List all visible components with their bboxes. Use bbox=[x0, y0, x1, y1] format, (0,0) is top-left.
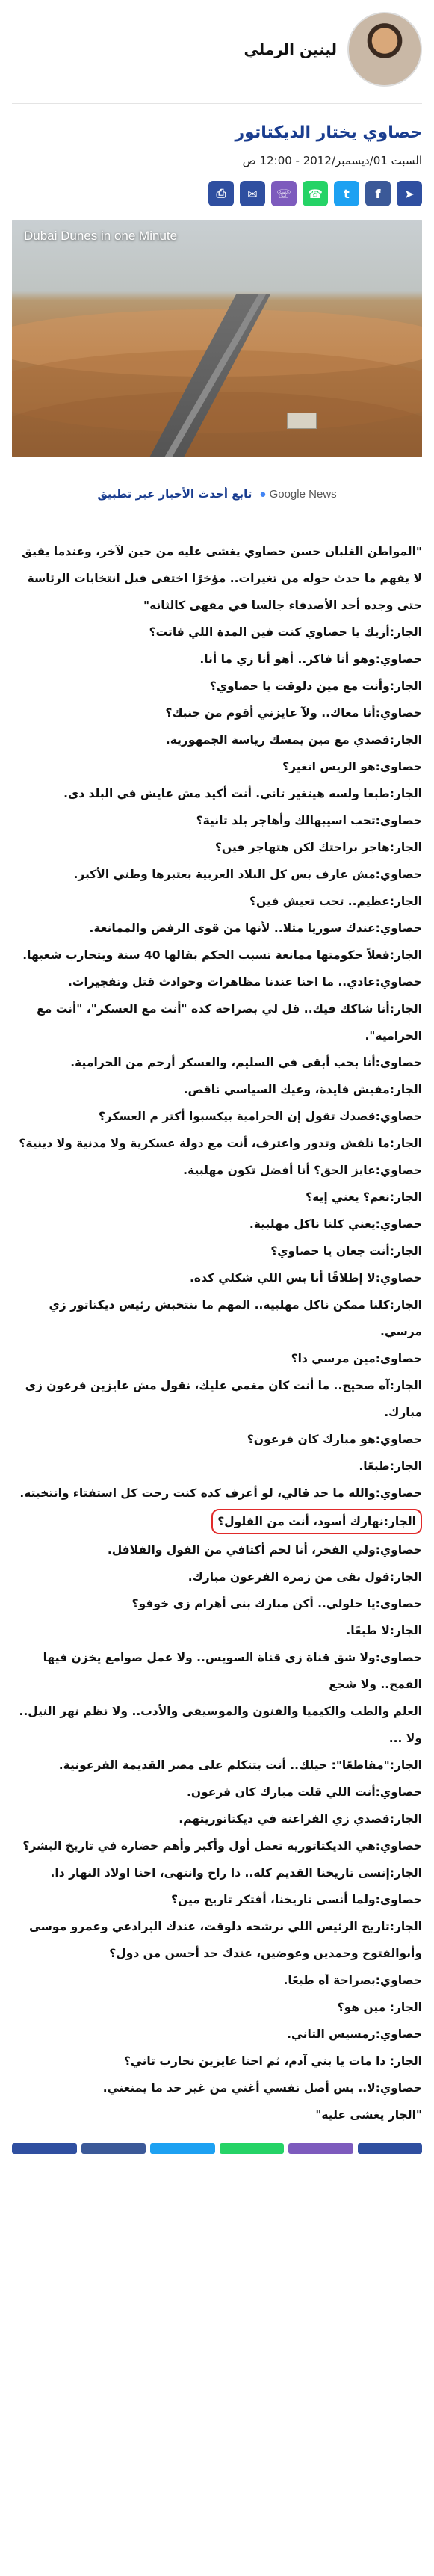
video-caption: Dubai Dunes in one Minute bbox=[24, 229, 178, 243]
article-paragraph: "الجار يغشى عليه" bbox=[315, 2108, 422, 2122]
google-news-logo-mark: ● bbox=[259, 487, 267, 501]
article-paragraph: الجار: دا مات يا بني آدم، ثم احنا عايزين نحارب تاني؟ bbox=[123, 2054, 422, 2068]
article-paragraph: حصاوي:مين مرسي دا؟ bbox=[291, 1352, 422, 1365]
bottom-share-bar bbox=[12, 2143, 422, 2154]
whatsapp-icon[interactable]: ☎ bbox=[303, 181, 328, 206]
article-paragraph: الجار:مفيش فايدة، وعيك السياسي ناقص. bbox=[183, 1083, 422, 1096]
article-paragraph: الجار:نعم؟ يعني إيه؟ bbox=[306, 1190, 422, 1204]
article-paragraph: الجار:هاجر براحتك لكن هتهاجر فين؟ bbox=[214, 841, 422, 854]
video-player[interactable] bbox=[12, 220, 422, 457]
article-paragraph: الجار:فعلاً حكومتها ممانعة تسبب الحكم بقالها 40 سنة وبتحارب شعبها. bbox=[22, 948, 422, 962]
article-paragraph: الجار:كلنا ممكن ناكل مهلبية.. المهم ما ننتخبش رئيس ديكتاتور زي مرسي. bbox=[49, 1298, 422, 1338]
dune-shape bbox=[12, 392, 422, 457]
author-name[interactable]: لينين الرملي bbox=[244, 40, 337, 58]
email-icon[interactable] bbox=[358, 2143, 423, 2154]
google-news-follow[interactable] bbox=[12, 457, 422, 538]
article-paragraph: حصاوي:قصدك تقول إن الحرامية بيكسبوا أكتر م العسكر؟ bbox=[98, 1110, 422, 1123]
whatsapp-icon[interactable] bbox=[220, 2143, 285, 2154]
share-bar bbox=[12, 181, 422, 220]
google-news-logo-text: Google News bbox=[269, 487, 337, 501]
article-paragraph: "المواطن الغلبان حسن حصاوي يغشى عليه من حين لآخر، وعندما يفيق لا يفهم ما حدث حوله من تغيرات.. مؤخرًا اختفى قبل انتخابات الرئاسة حتى وجده أحد الأصدقاء جالسا في مقهى كالثانه" bbox=[22, 545, 422, 612]
article-paragraph: حصاوي:يعني كلنا ناكل مهلبية. bbox=[249, 1217, 422, 1231]
article-paragraph: حصاوي:عايز الحق؟ أنا أفضل تكون مهلبية. bbox=[183, 1164, 422, 1177]
article-paragraph: حصاوي:أنت اللي قلت مبارك كان فرعون. bbox=[186, 1785, 422, 1799]
article-paragraph: الجار:ما تلفش وتدور واعترف، أنت مع دولة عسكرية ولا مدنية ولا دينية؟ bbox=[19, 1137, 422, 1150]
article-paragraph: الجار:إنسى تاريخنا القديم كله.. دا راح وانتهى، احنا اولاد النهار دا. bbox=[50, 1866, 422, 1880]
article-date: السبت 01/ديسمبر/2012 - 12:00 ص bbox=[242, 154, 422, 167]
article-paragraph: حصاوي:رمسيس التاني. bbox=[287, 2027, 422, 2041]
article-title: حصاوي يختار الديكتاتور bbox=[235, 123, 422, 142]
viber-icon[interactable]: ☏ bbox=[271, 181, 297, 206]
google-news-logo[interactable] bbox=[259, 488, 336, 501]
article-paragraph: حصاوي:هو الريس اتغير؟ bbox=[282, 760, 422, 773]
article-paragraph: الجار:"مقاطعًا": حيلك.. أنت بتتكلم على مصر القديمة الفرعونية. bbox=[58, 1758, 422, 1772]
article-paragraph: حصاوي:يا حلولي.. أكن مبارك بنى أهرام زي خوفو؟ bbox=[131, 1597, 422, 1610]
article-paragraph: حصاوي:هو مبارك كان فرعون؟ bbox=[247, 1433, 422, 1446]
article-paragraph: حصاوي:عندك سوريا مثلا.. لأنها من قوى الرفض والممانعة. bbox=[89, 921, 422, 935]
twitter-icon[interactable] bbox=[150, 2143, 215, 2154]
article-body bbox=[12, 538, 422, 2128]
article-paragraph: الجار:أنا شاكك فيك.. قل لي بصراحة كده "أنت مع العسكر"، "أنت مع الحرامية". bbox=[37, 1002, 422, 1043]
author-bar bbox=[12, 0, 422, 104]
article-paragraph: الجار:قصدي مع مين يمسك رياسة الجمهورية. bbox=[165, 733, 422, 747]
twitter-icon[interactable]: t bbox=[334, 181, 359, 206]
google-news-text[interactable]: تابع أحدث الأخبار عبر تطبيق bbox=[97, 487, 252, 501]
email-icon[interactable]: ✉ bbox=[240, 181, 265, 206]
article-paragraph: الجار:طبعا ولسه هيتغير تاني. أنت أكيد مش عايش في البلد دي. bbox=[63, 787, 422, 800]
article-paragraph: الجار:أزيك يا حصاوي كنت فين المدة اللي فاتت؟ bbox=[149, 626, 422, 639]
article-paragraph: حصاوي:مش عارف بس كل البلاد العربية بعتبرها وطني الأكبر. bbox=[73, 868, 422, 881]
article-paragraph: حصاوي:ولا شق قناة زي قناة السويس.. ولا عمل صوامع يخزن فيها القمح.. ولا شجع bbox=[43, 1651, 422, 1691]
author-avatar[interactable] bbox=[347, 12, 422, 87]
article-paragraph: حصاوي:لا.. بس أصل نفسي أغني من غير حد ما يمنعني. bbox=[102, 2081, 422, 2095]
article-paragraph: الجار:وأنت مع مين دلوقت يا حصاوي؟ bbox=[209, 679, 422, 693]
article-paragraph: الجار:عظيم.. تحب تعيش فين؟ bbox=[249, 895, 422, 908]
article-paragraph: الجار:آه صحيح.. ما أنت كان مغمي عليك، نقول مش عايزين فرعون زي مبارك. bbox=[25, 1379, 422, 1419]
building-shape bbox=[287, 413, 317, 429]
article-paragraph: حصاوي:أنا معاك.. ولآ عايزني أقوم من جنبك؟ bbox=[165, 706, 422, 720]
article-paragraph: حصاوي:هي الديكتاتورية تعمل أول وأكبر وأهم حضارة في تاريخ البشر؟ bbox=[22, 1839, 422, 1853]
article-paragraph: الجار:لا طبعًا. bbox=[346, 1624, 422, 1637]
highlighted-paragraph: الجار:نهارك أسود، أنت من الفلول؟ bbox=[211, 1509, 422, 1534]
article-paragraph: حصاوي:أنا بحب أبقى في السليم، والعسكر أرحم من الحرامية. bbox=[70, 1056, 422, 1069]
article-paragraph: حصاوي:والله ما حد قالي، لو أعرف كده كنت رحت كل استفتاء وانتخبته. bbox=[19, 1486, 422, 1500]
article-paragraph: حصاوي:لا إطلاقًا أنا بس اللي شكلي كده. bbox=[190, 1271, 422, 1285]
article-paragraph: حصاوي:وهو أنا فاكر.. أهو أنا زي ما أنا. bbox=[199, 652, 422, 666]
viber-icon[interactable] bbox=[288, 2143, 353, 2154]
article-paragraph: حصاوي:ولما أنسى تاريخنا، أفتكر تاريخ مين؟ bbox=[171, 1893, 422, 1906]
article-paragraph: حصاوي:تحب اسيبهالك وأهاجر بلد تانية؟ bbox=[196, 814, 422, 827]
article-paragraph: حصاوي:ولي الفخر، أنا لحم أكتافي من الفول والفلافل. bbox=[107, 1543, 422, 1557]
article-paragraph: الجار: مين هو؟ bbox=[337, 2001, 422, 2014]
article-paragraph: الجار:قول بقى من زمرة الفرعون مبارك. bbox=[187, 1570, 422, 1584]
article-paragraph: الجار:تاريخ الرئيس اللي نرشحه دلوقت، عندك البرادعي وعمرو موسى وأبوالفتوح وحمدين وعوضين، عندك حد أحسن من دول؟ bbox=[28, 1920, 422, 1960]
print-icon[interactable]: ⎙ bbox=[208, 181, 234, 206]
article-paragraph: حصاوي:بصراحة آه طبعًا. bbox=[283, 1974, 422, 1987]
article-paragraph: الجار:أنت جعان يا حصاوي؟ bbox=[270, 1244, 422, 1258]
share-icon[interactable] bbox=[12, 2143, 77, 2154]
facebook-icon[interactable] bbox=[81, 2143, 146, 2154]
facebook-icon[interactable]: f bbox=[365, 181, 391, 206]
article-paragraph: الجار:قصدي زي الفراعنة في ديكتاتوريتهم. bbox=[179, 1812, 422, 1826]
article-paragraph: العلم والطب والكيميا والفنون والموسيقى والأدب.. ولا نظم نهر النيل.. ولا ... bbox=[19, 1705, 422, 1745]
article-paragraph: الجار:طبعًا. bbox=[359, 1460, 422, 1473]
article-paragraph: حصاوي:عادي.. ما احنا عندنا مظاهرات وحوادث قتل وتفجيرات. bbox=[68, 975, 422, 989]
share-icon[interactable]: ➤ bbox=[397, 181, 422, 206]
